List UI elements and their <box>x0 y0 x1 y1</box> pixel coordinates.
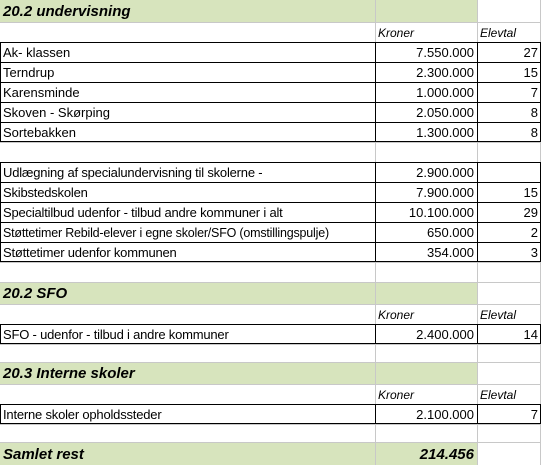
empty-cell[interactable] <box>477 262 541 282</box>
empty-row <box>0 142 541 162</box>
border <box>0 42 541 43</box>
row-elevtal[interactable]: 8 <box>530 125 538 140</box>
gridline <box>0 362 541 363</box>
gridline <box>0 262 541 263</box>
table-row <box>0 162 541 182</box>
empty-cell[interactable] <box>477 142 541 162</box>
border <box>375 324 376 344</box>
border <box>477 42 478 142</box>
empty-cell[interactable] <box>477 282 541 304</box>
table-row <box>0 102 541 122</box>
border <box>0 404 1 424</box>
empty-cell[interactable] <box>0 384 375 404</box>
border <box>477 162 478 262</box>
border <box>0 343 541 344</box>
border <box>0 102 541 103</box>
table-row <box>0 182 541 202</box>
column-header-row <box>0 384 541 404</box>
gridline <box>0 282 541 283</box>
row-label[interactable]: Skibstedskolen <box>3 185 88 200</box>
empty-row <box>0 344 541 362</box>
column-header-row <box>0 22 541 42</box>
row-kroner[interactable]: 7.900.000 <box>416 185 474 200</box>
total-row <box>0 442 541 465</box>
gridline <box>0 22 541 23</box>
row-elevtal[interactable]: 8 <box>530 105 538 120</box>
border <box>375 404 376 424</box>
row-elevtal[interactable]: 2 <box>530 225 538 240</box>
row-label[interactable]: Sortebakken <box>3 125 76 140</box>
column-header-row <box>0 304 541 324</box>
border <box>0 404 541 405</box>
table-row <box>0 404 541 424</box>
empty-cell[interactable] <box>375 0 477 22</box>
row-elevtal[interactable]: 7 <box>530 85 538 100</box>
border <box>0 162 1 262</box>
border <box>477 404 478 424</box>
col-header-kroner[interactable]: Kroner <box>378 388 415 402</box>
border <box>0 82 541 83</box>
row-kroner[interactable]: 2.300.000 <box>416 65 474 80</box>
empty-cell[interactable] <box>477 362 541 384</box>
border <box>0 62 541 63</box>
border <box>0 141 541 142</box>
section-title[interactable]: 20.3 Interne skoler <box>0 362 375 384</box>
empty-cell[interactable] <box>375 262 477 282</box>
border <box>0 122 541 123</box>
empty-cell[interactable] <box>375 142 477 162</box>
empty-cell[interactable] <box>0 22 375 42</box>
col-header-elevtal[interactable]: Elevtal <box>480 26 517 40</box>
col-header-kroner[interactable]: Kroner <box>378 308 415 322</box>
table-row <box>0 242 541 262</box>
gridline <box>0 424 541 425</box>
table-row <box>0 202 541 222</box>
border <box>0 182 541 183</box>
total-value[interactable]: 214.456 <box>375 442 477 465</box>
empty-cell[interactable] <box>477 442 541 465</box>
empty-cell[interactable] <box>375 362 477 384</box>
row-elevtal[interactable]: 15 <box>523 185 538 200</box>
row-label[interactable]: Støttetimer udenfor kommunen <box>3 245 177 260</box>
gridline <box>0 344 541 345</box>
total-label[interactable]: Samlet rest <box>0 442 375 465</box>
empty-cell[interactable] <box>375 282 477 304</box>
col-header-elevtal[interactable]: Elevtal <box>480 388 517 402</box>
row-kroner[interactable]: 10.100.000 <box>408 205 474 220</box>
row-kroner[interactable]: 1.300.000 <box>416 125 474 140</box>
row-label[interactable]: Udlægning af specialundervisning til skolerne - <box>3 165 263 180</box>
table-row <box>0 82 541 102</box>
border <box>0 162 541 163</box>
empty-cell[interactable] <box>477 344 541 362</box>
border <box>0 324 1 344</box>
col-header-kroner[interactable]: Kroner <box>378 26 415 40</box>
section-header-interne-skoler <box>0 362 541 384</box>
col-header-elevtal[interactable]: Elevtal <box>480 308 517 322</box>
border <box>375 42 376 142</box>
border <box>477 324 478 344</box>
empty-cell[interactable] <box>375 344 477 362</box>
gridline <box>0 384 541 385</box>
empty-cell[interactable] <box>0 424 375 442</box>
section-header-undervisning <box>0 0 541 22</box>
empty-cell[interactable] <box>477 424 541 442</box>
border <box>0 202 541 203</box>
row-label[interactable]: Interne skoler opholdssteder <box>3 407 162 422</box>
table-row <box>0 122 541 142</box>
border <box>0 222 541 223</box>
empty-row <box>0 262 541 282</box>
row-kroner[interactable]: 2.900.000 <box>416 165 474 180</box>
border <box>0 42 1 142</box>
row-kroner[interactable]: 2.050.000 <box>416 105 474 120</box>
section-title[interactable]: 20.2 SFO <box>0 282 375 304</box>
row-kroner[interactable]: 1.000.000 <box>416 85 474 100</box>
table-row <box>0 62 541 82</box>
row-elevtal[interactable]: 3 <box>530 245 538 260</box>
table-row <box>0 42 541 62</box>
row-elevtal[interactable]: 14 <box>523 327 538 342</box>
row-elevtal[interactable]: 7 <box>530 407 538 422</box>
gridline <box>0 142 541 143</box>
empty-row <box>0 424 541 442</box>
row-elevtal[interactable]: 27 <box>523 45 538 60</box>
row-label[interactable]: Støttetimer Rebild-elever i egne skoler/SFO (omstillingspulje) <box>3 226 329 240</box>
row-kroner[interactable]: 7.550.000 <box>416 45 474 60</box>
row-label[interactable]: Karensminde <box>3 85 80 100</box>
gridline <box>0 304 541 305</box>
empty-cell[interactable] <box>0 262 375 282</box>
empty-cell[interactable] <box>0 142 375 162</box>
row-kroner[interactable]: 650.000 <box>427 225 474 240</box>
table-row <box>0 324 541 344</box>
border <box>0 261 541 262</box>
border <box>0 242 541 243</box>
empty-cell[interactable] <box>477 0 541 22</box>
empty-cell[interactable] <box>375 424 477 442</box>
row-label[interactable]: Skoven - Skørping <box>3 105 110 120</box>
row-kroner[interactable]: 2.400.000 <box>416 327 474 342</box>
section-title[interactable]: 20.2 undervisning <box>0 0 375 22</box>
row-elevtal[interactable]: 15 <box>523 65 538 80</box>
border <box>375 162 376 262</box>
border <box>0 324 541 325</box>
empty-cell[interactable] <box>0 304 375 324</box>
row-label[interactable]: Terndrup <box>3 65 55 80</box>
row-kroner[interactable]: 2.100.000 <box>416 407 474 422</box>
section-header-sfo <box>0 282 541 304</box>
gridline <box>0 442 541 443</box>
border <box>0 423 541 424</box>
row-kroner[interactable]: 354.000 <box>427 245 474 260</box>
row-label[interactable]: SFO - udenfor - tilbud i andre kommuner <box>3 327 229 342</box>
row-elevtal[interactable] <box>477 162 541 182</box>
row-label[interactable]: Specialtilbud udenfor - tilbud andre kommuner i alt <box>3 205 283 220</box>
empty-cell[interactable] <box>0 344 375 362</box>
table-row <box>0 222 541 242</box>
row-label[interactable]: Ak- klassen <box>3 45 71 60</box>
row-elevtal[interactable]: 29 <box>523 205 538 220</box>
